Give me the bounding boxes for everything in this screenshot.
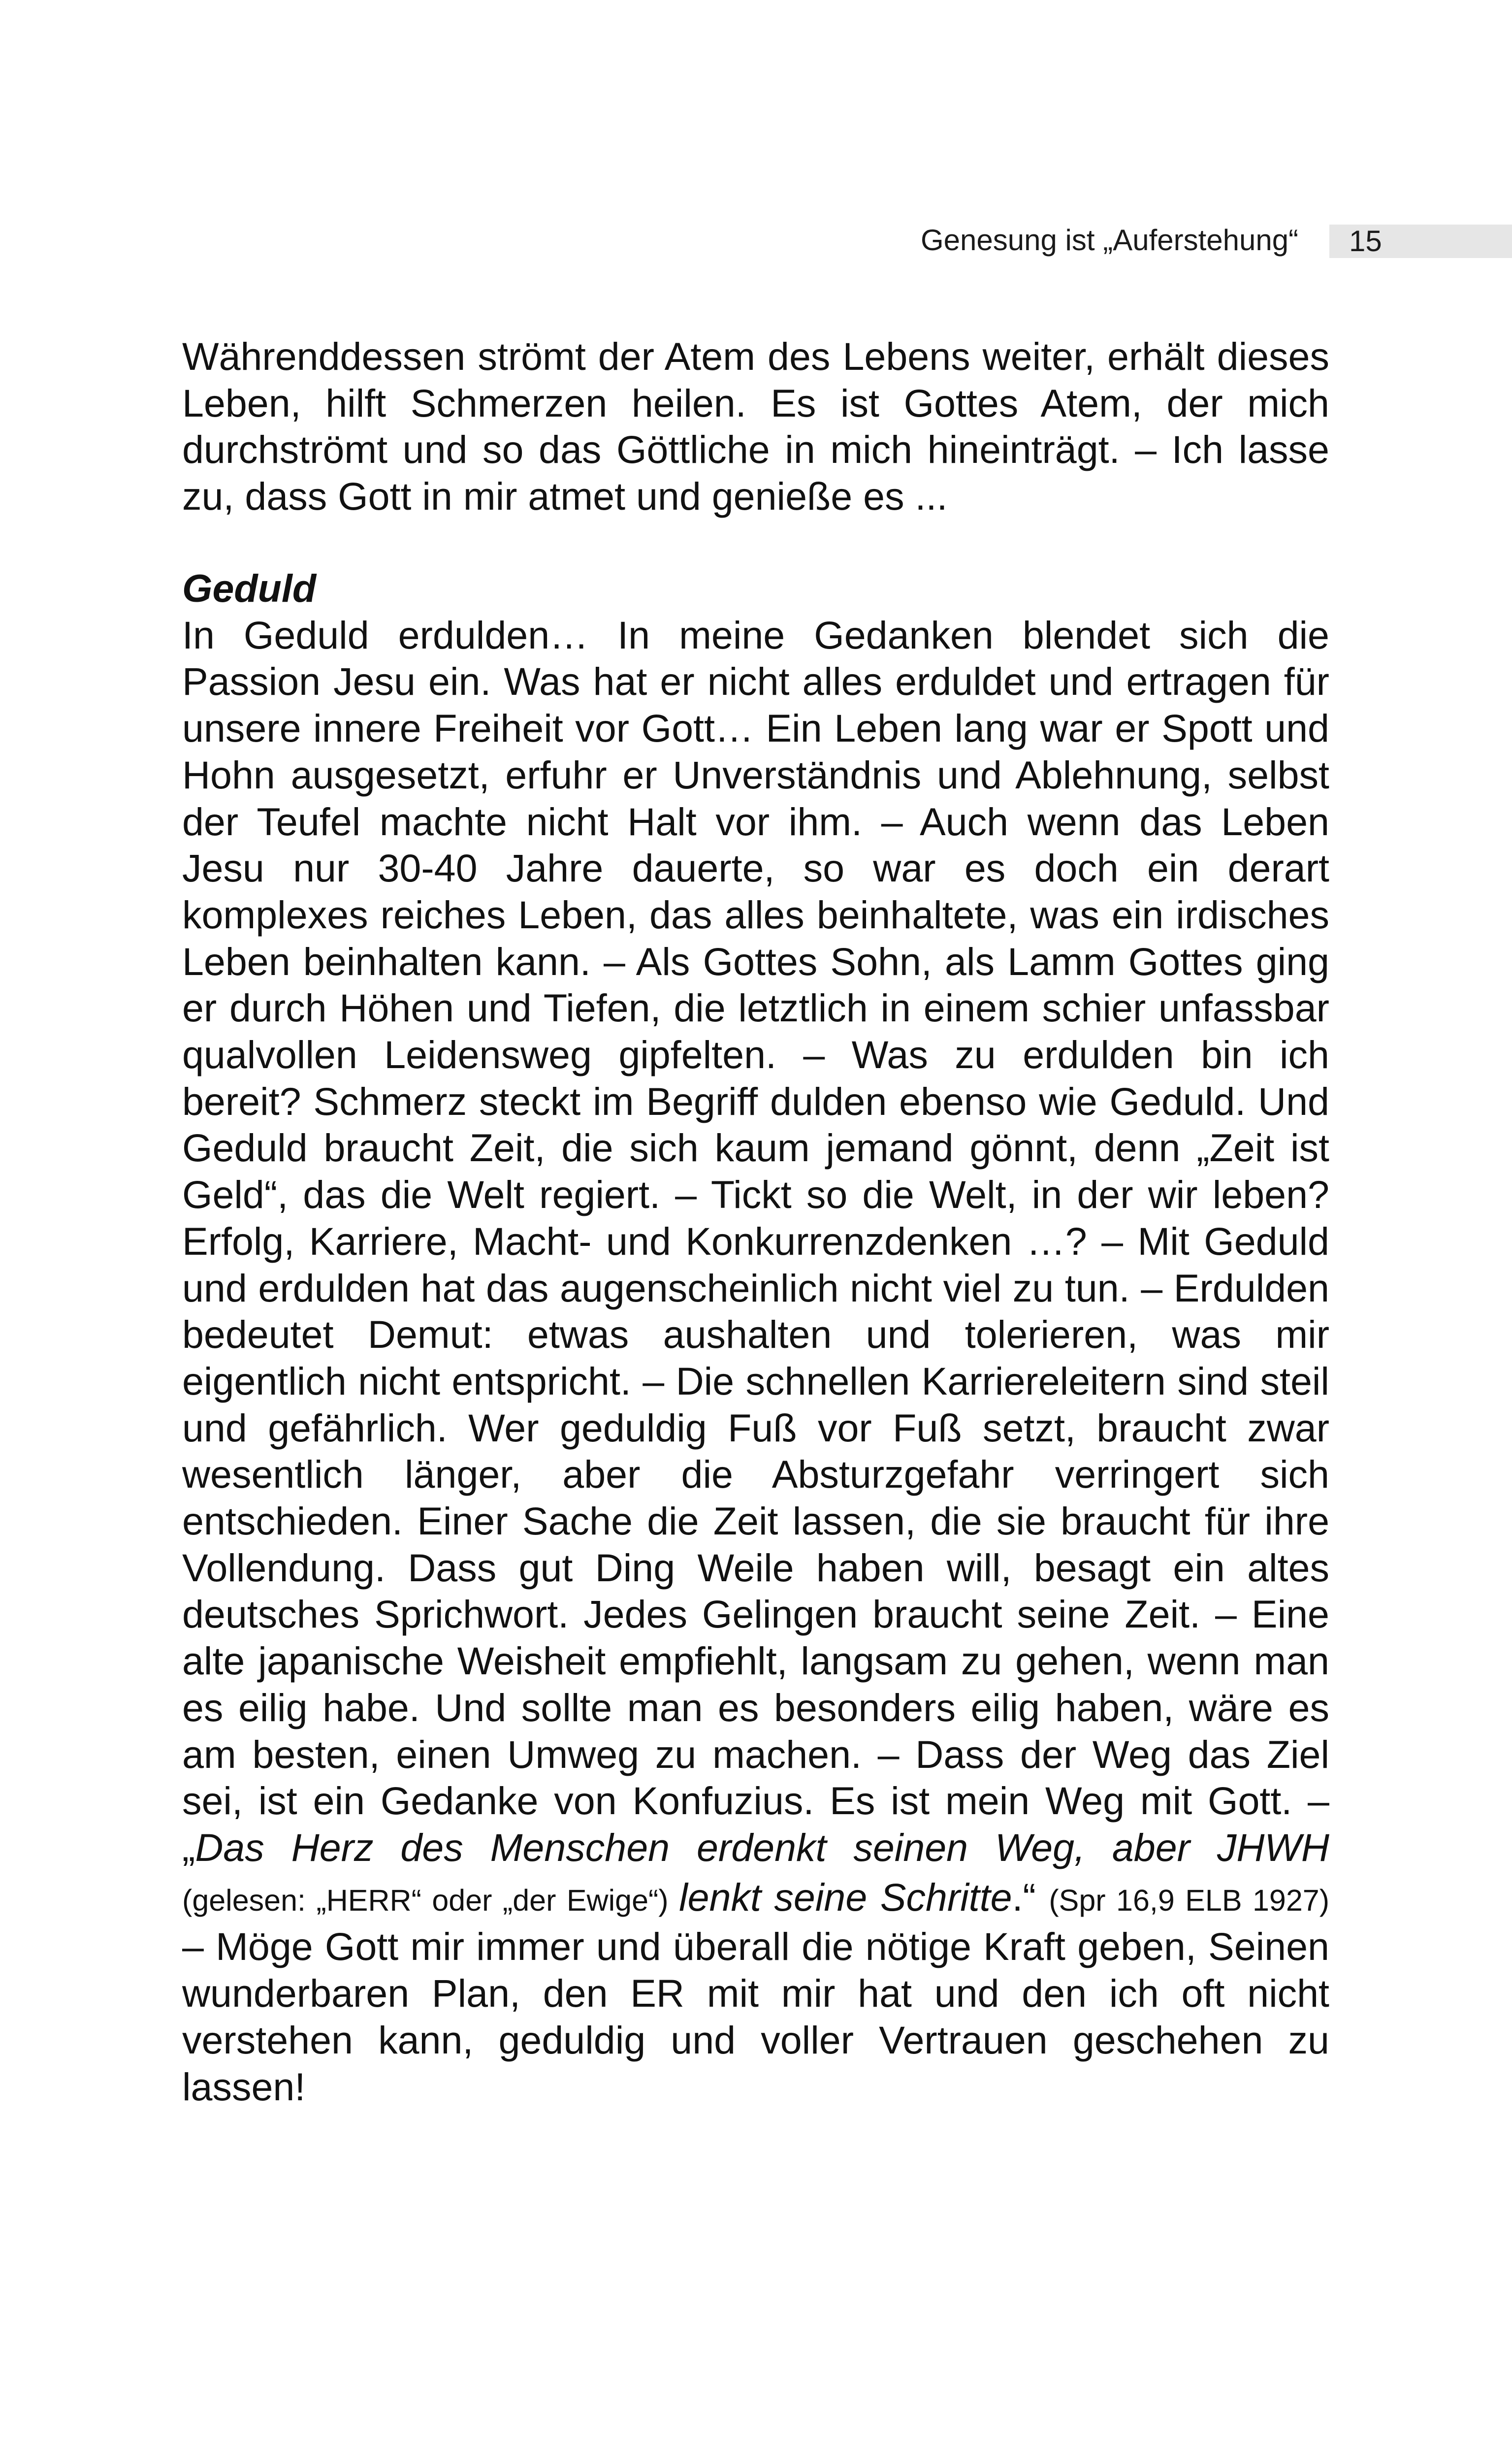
section-heading: Geduld [182, 566, 317, 610]
quote-text-part2: lenkt seine Schritte [679, 1875, 1012, 1919]
quote-gloss: (gelesen: „HERR“ oder „der Ewige“) [182, 1883, 679, 1917]
page-number-box [1329, 225, 1512, 258]
section-body-paragraph [182, 612, 1329, 2111]
quote-close: .“ [1012, 1875, 1049, 1919]
quote-text-part1: Das Herz des Menschen erdenkt seinen Weg, aber JHWH [195, 1825, 1329, 1869]
intro-paragraph-block [182, 333, 1329, 520]
bible-citation: (Spr 16,9 ELB 1927) [1049, 1883, 1330, 1917]
intro-paragraph: Währenddessen strömt der Atem des Lebens weiter, erhält dieses Leben, hilft Schmerzen heilen. Es ist Gottes Atem, der mich durchströmt und so das Göttliche in mich hineinträgt. – Ich lasse zu, dass Gott in mir atmet und genieße es ... [182, 334, 1329, 519]
page-number: 15 [1349, 225, 1382, 258]
running-header-title: Genesung ist „Auferstehung“ [921, 224, 1299, 257]
geduld-section [182, 565, 1329, 2110]
body-text-start: In Geduld erdulden… In meine Gedanken blendet sich die Passion Jesu ein. Was hat er nicht alles erduldet und ertragen für unsere innere Freiheit vor Gott… Ein Leben lang war er Spott und Hohn ausgesetzt, erfuhr er Unverständnis und Ablehnung, selbst der Teufel machte nicht Halt vor ihm. – Auch wenn das Leben Jesu nur 30-40 Jahre dauerte, so war es doch ein derart komplexes reiches Leben, das alles beinhaltete, was ein irdisches Leben beinhalten kann. – Als Gottes Sohn, als Lamm Gottes ging er durch Höhen und Tiefen, die letztlich in einem schier unfassbar qualvollen Leidensweg gipfelten. – Was zu erdulden bin ich bereit? Schmerz steckt im Begriff dulden ebenso wie Geduld. Und Geduld braucht Zeit, die sich kaum jemand gönnt, denn „Zeit ist Geld“, das die Welt regiert. – Tickt so die Welt, in der wir leben? Erfolg, Karriere, Macht- und Konkurrenzdenken …? – Mit Geduld und erdulden hat das augenscheinlich nicht viel zu tun. – Erdulden bedeutet Demut: etwas aushalten und tolerieren, was mir eigentlich nicht entspricht. – Die schnellen Karriereleitern sind steil und gefährlich. Wer geduldig Fuß vor Fuß setzt, braucht zwar wesentlich länger, aber die Absturzgefahr verringert sich entschieden. Einer Sache die Zeit lassen, die sie braucht für ihre Vollendung. Dass gut Ding Weile haben will, besagt ein altes deutsches Sprichwort. Jedes Gelingen braucht seine Zeit. – Eine alte japanische Weisheit empfiehlt, langsam zu gehen, wenn man es eilig habe. Und sollte man es besonders eilig haben, wäre es am besten, einen Umweg zu machen. – Dass der Weg das Ziel sei, ist ein Gedanke von Konfuzius. Es ist mein Weg mit Gott. – „ [182, 613, 1329, 1869]
body-text-end: – Möge Gott mir immer und überall die nötige Kraft geben, Seinen wunderbaren Plan, den ER mit mir hat und den ich oft nicht verstehen kann, geduldig und voller Vertrauen geschehen zu lassen! [182, 1924, 1329, 2109]
